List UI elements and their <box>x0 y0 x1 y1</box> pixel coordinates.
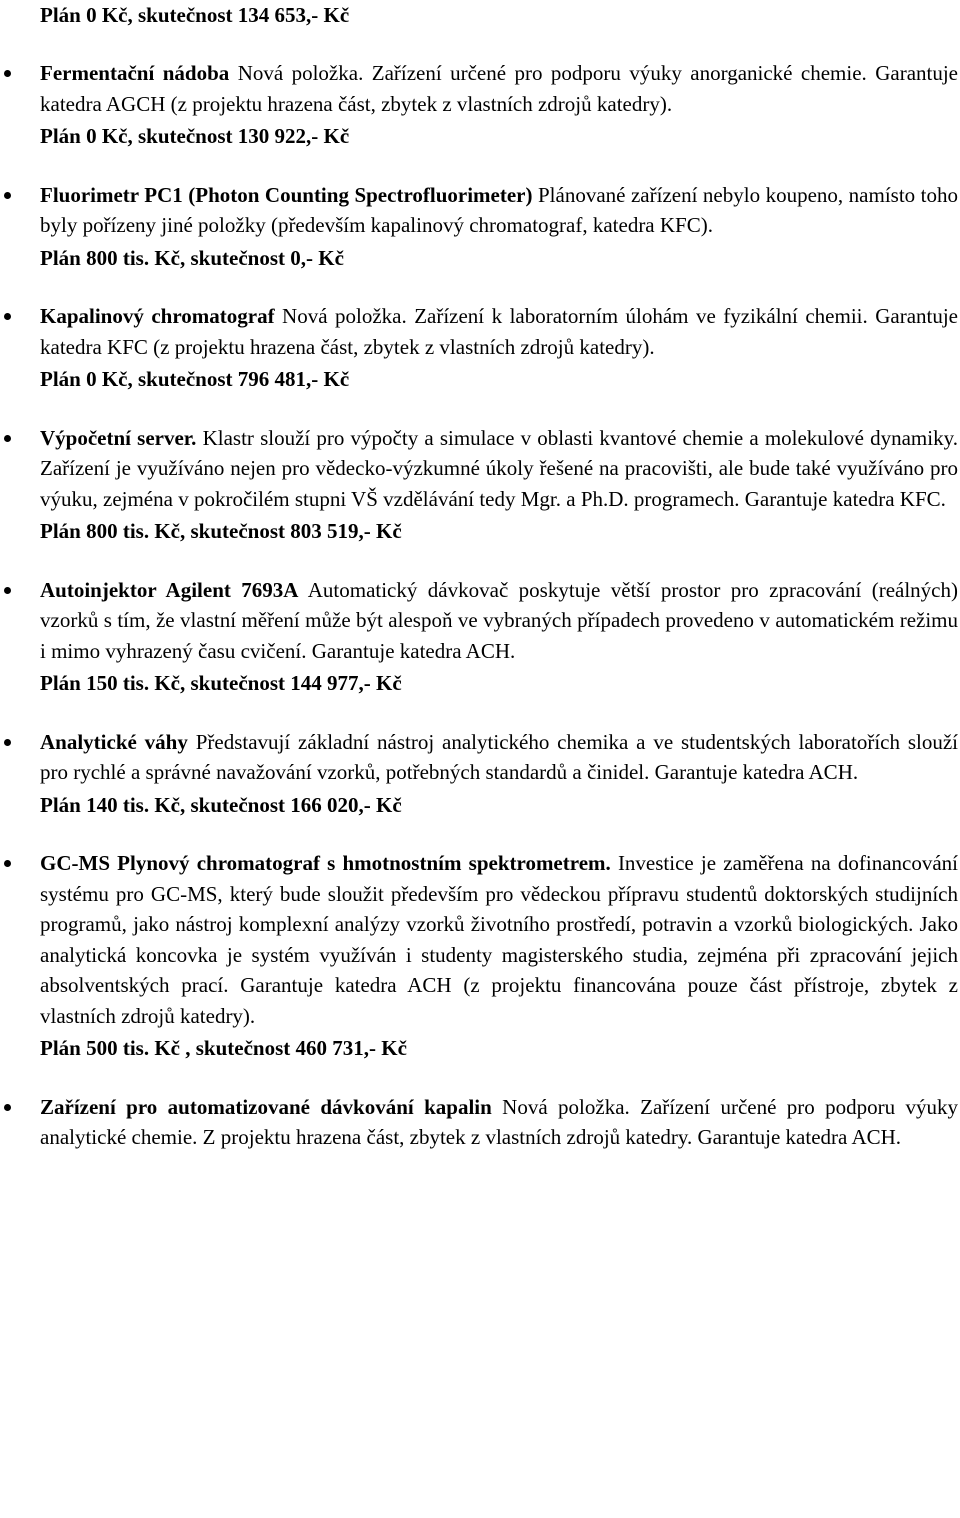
list-item <box>0 727 960 821</box>
list-item <box>0 575 960 699</box>
item-title: Kapalinový chromatograf <box>40 304 275 328</box>
list-item <box>0 1092 960 1153</box>
item-text: Plánované zařízení nebylo koupeno, namísto toho byly pořízeny jiné položky (především kapalinový chromatograf, katedra KFC). <box>40 182 958 237</box>
plan-line: Plán 800 tis. Kč, skutečnost 0,- Kč <box>40 245 344 270</box>
item-title: GC-MS Plynový chromatograf s hmotnostním spektrometrem. <box>40 851 611 875</box>
item-title: Autoinjektor Agilent 7693A <box>40 577 299 602</box>
item-title: Výpočetní server. <box>40 425 197 450</box>
list-item <box>0 58 960 152</box>
item-title: Fluorimetr PC1 (Photon Counting Spectrofluorimeter) <box>40 182 533 207</box>
plan-line: Plán 140 tis. Kč, skutečnost 166 020,- Kč <box>40 792 402 817</box>
item-text: Investice je zaměřena na dofinancování systému pro GC-MS, který bude sloužit především pro vědeckou přípravu studentů doktorských studijních programů, jako nástroj komplexní analýzy vzorků životního prostředí, potravin a vzorků biologických. Jako analytická koncovka je systém využíván i studenty magisterského studia, zejména při zpracování jejich absolventských prací. Garantuje katedra ACH (z projektu financována pouze část přístroje, zbytek z vlastních zdrojů katedry). <box>40 851 958 1028</box>
item-text: Nová položka. Zařízení k laboratorním úlohám ve fyzikální chemii. Garantuje katedra KFC (z projektu hrazena část, zbytek z vlastních zdrojů katedry). <box>40 304 959 359</box>
list-item <box>0 423 960 547</box>
item-title: Analytické váhy <box>40 729 188 754</box>
plan-line: Plán 0 Kč, skutečnost 796 481,- Kč <box>40 367 350 391</box>
list-item <box>0 180 960 274</box>
plan-line: Plán 150 tis. Kč, skutečnost 144 977,- Kč <box>40 671 402 695</box>
item-text: Nová položka. Zařízení určené pro podporu výuky anorganické chemie. Garantuje katedra AGCH (z projektu hrazena část, zbytek z vlastních zdrojů katedry). <box>40 61 959 116</box>
equipment-list <box>0 58 960 1181</box>
list-item <box>0 848 960 1064</box>
list-item <box>0 301 960 395</box>
item-text: Nová položka. Zařízení určené pro podporu výuky analytické chemie. Z projektu hrazena část, zbytek z vlastních zdrojů katedry. Garantuje katedra ACH. <box>40 1094 958 1149</box>
plan-line: Plán 500 tis. Kč , skutečnost 460 731,- Kč <box>40 1036 407 1060</box>
item-title: Zařízení pro automatizované dávkování kapalin <box>40 1094 492 1119</box>
item-title: Fermentační nádoba <box>40 61 230 85</box>
item-text: Automatický dávkovač poskytuje větší prostor pro zpracování (reálných) vzorků s tím, že vlastní měření může být alespoň ve vybraných případech provedeno v automatickém režimu i mimo vyhrazený času cvičení. Garantuje katedra ACH. <box>40 577 958 663</box>
plan-line: Plán 0 Kč, skutečnost 134 653,- Kč <box>40 3 350 27</box>
item-text: Klastr slouží pro výpočty a simulace v oblasti kvantové chemie a molekulové dynamiky. Zařízení je využíváno nejen pro vědecko-výzkumné úkoly řešené na pracovišti, ale bude také využíváno pro výuku, zejména v pokročilém stupni VŠ vzdělávání tedy Mgr. a Ph.D. programech. Garantuje katedra KFC. <box>40 425 958 511</box>
plan-line: Plán 800 tis. Kč, skutečnost 803 519,- Kč <box>40 519 402 543</box>
plan-line: Plán 0 Kč, skutečnost 130 922,- Kč <box>40 124 350 148</box>
item-text: Představují základní nástroj analytického chemika a ve studentských laboratořích slouží pro rychlé a správné navažování vzorků, potřebných standardů a činidel. Garantuje katedra ACH. <box>40 729 958 784</box>
